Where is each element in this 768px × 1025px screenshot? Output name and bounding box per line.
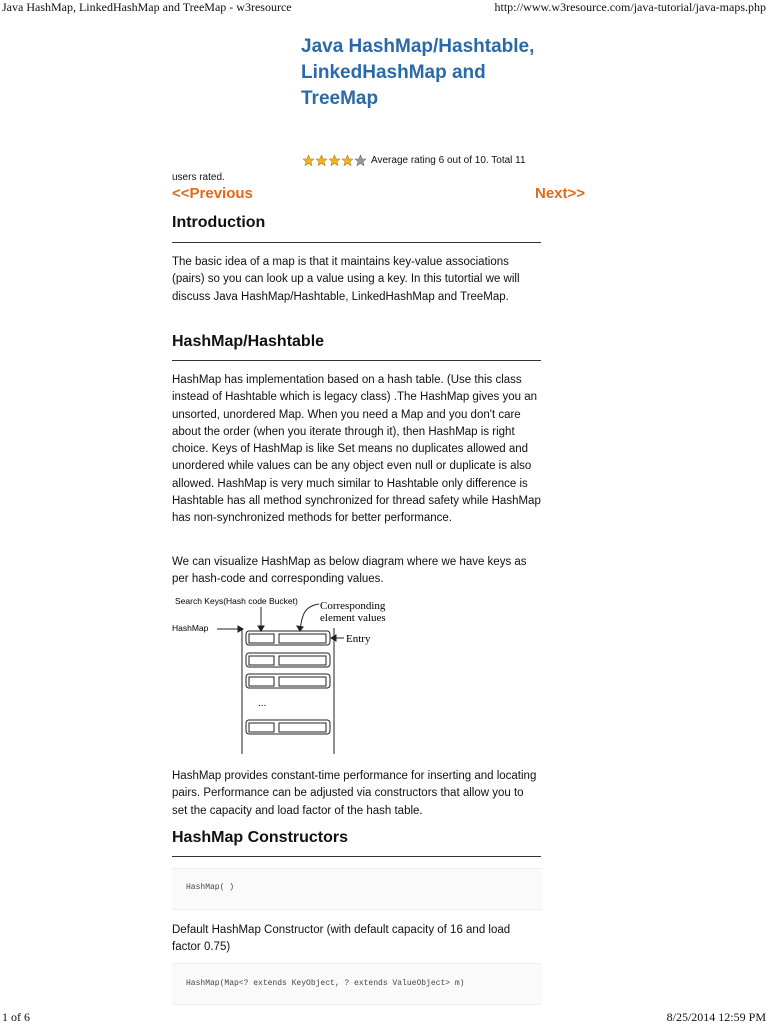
rating [302,154,526,167]
hashmap-heading: HashMap/Hashtable [172,333,325,350]
rating-stars[interactable] [302,154,367,167]
divider [172,360,541,361]
star-filled-icon[interactable] [302,154,315,167]
article-title: Java HashMap/Hashtable, LinkedHashMap and TreeMap [301,36,535,109]
star-filled-icon[interactable] [341,154,354,167]
diagram-label-ellipsis: ... [258,698,267,709]
constructors-heading: HashMap Constructors [172,829,349,846]
code-hashmap-map: HashMap(Map<? extends KeyObject, ? extends ValueObject> m) [186,979,465,988]
intro-text: The basic idea of a map is that it maintains key-value associations (pairs) so you can look up a value using a key. In this tutortial we will discuss Java HashMap/Hashtable, LinkedHashMap and TreeMap. [172,256,520,303]
hashmap-text: HashMap has implementation based on a hash table. (Use this class instead of Hashtable which is legacy class) .The HashMap gives you an unsorted, unordered Map. When you need a Map and you don't care about the order (when you iterate through it), then HashMap is right choice. Keys of HashMap is like Set means no duplicates allowed and unordered while values can be any object even null or duplicate is also allowed. HashMap is very much similar to Hashtable only difference is Hashtable has all method synchronized for thread safety while HashMap has non-synchronized methods for better performance. [172,374,541,525]
diagram-label-corresponding: Corresponding [320,600,386,612]
constructor-default-desc: Default HashMap Constructor (with default capacity of 16 and load factor 0.75) [172,924,511,954]
diagram-label-hashmap: HashMap [172,623,209,633]
hashmap-diagram [172,594,412,764]
rating-text-cont: users rated. [172,172,225,183]
page-title: Java HashMap, LinkedHashMap and TreeMap - w3resource [2,0,292,14]
star-filled-icon[interactable] [315,154,328,167]
hashmap-performance-text: HashMap provides constant-time performance for inserting and locating pairs. Performance can be adjusted via constructors that allow you to set the capacity and load factor of the hash table. [172,770,537,817]
page-url: http://www.w3resource.com/java-tutorial/java-maps.php [494,0,766,14]
hashmap-visualize-text: We can visualize HashMap as below diagram where we have keys as per hash-code and corresponding values. [172,556,527,586]
rating-text: Average rating 6 out of 10. Total 11 [371,155,526,166]
code-hashmap-default: HashMap( ) [186,883,235,892]
previous-link[interactable]: <<Previous [172,185,253,202]
divider [172,242,541,243]
diagram-label-entry: Entry [346,633,371,645]
print-timestamp: 8/25/2014 12:59 PM [666,1010,766,1024]
star-empty-icon[interactable] [354,154,367,167]
divider [172,856,541,857]
next-link[interactable]: Next>> [535,185,586,202]
intro-heading: Introduction [172,214,266,231]
diagram-label-search-keys: Search Keys(Hash code Bucket) [175,596,298,606]
diagram-label-element-values: element values [320,612,386,624]
page-count: 1 of 6 [2,1010,30,1024]
star-filled-icon[interactable] [328,154,341,167]
